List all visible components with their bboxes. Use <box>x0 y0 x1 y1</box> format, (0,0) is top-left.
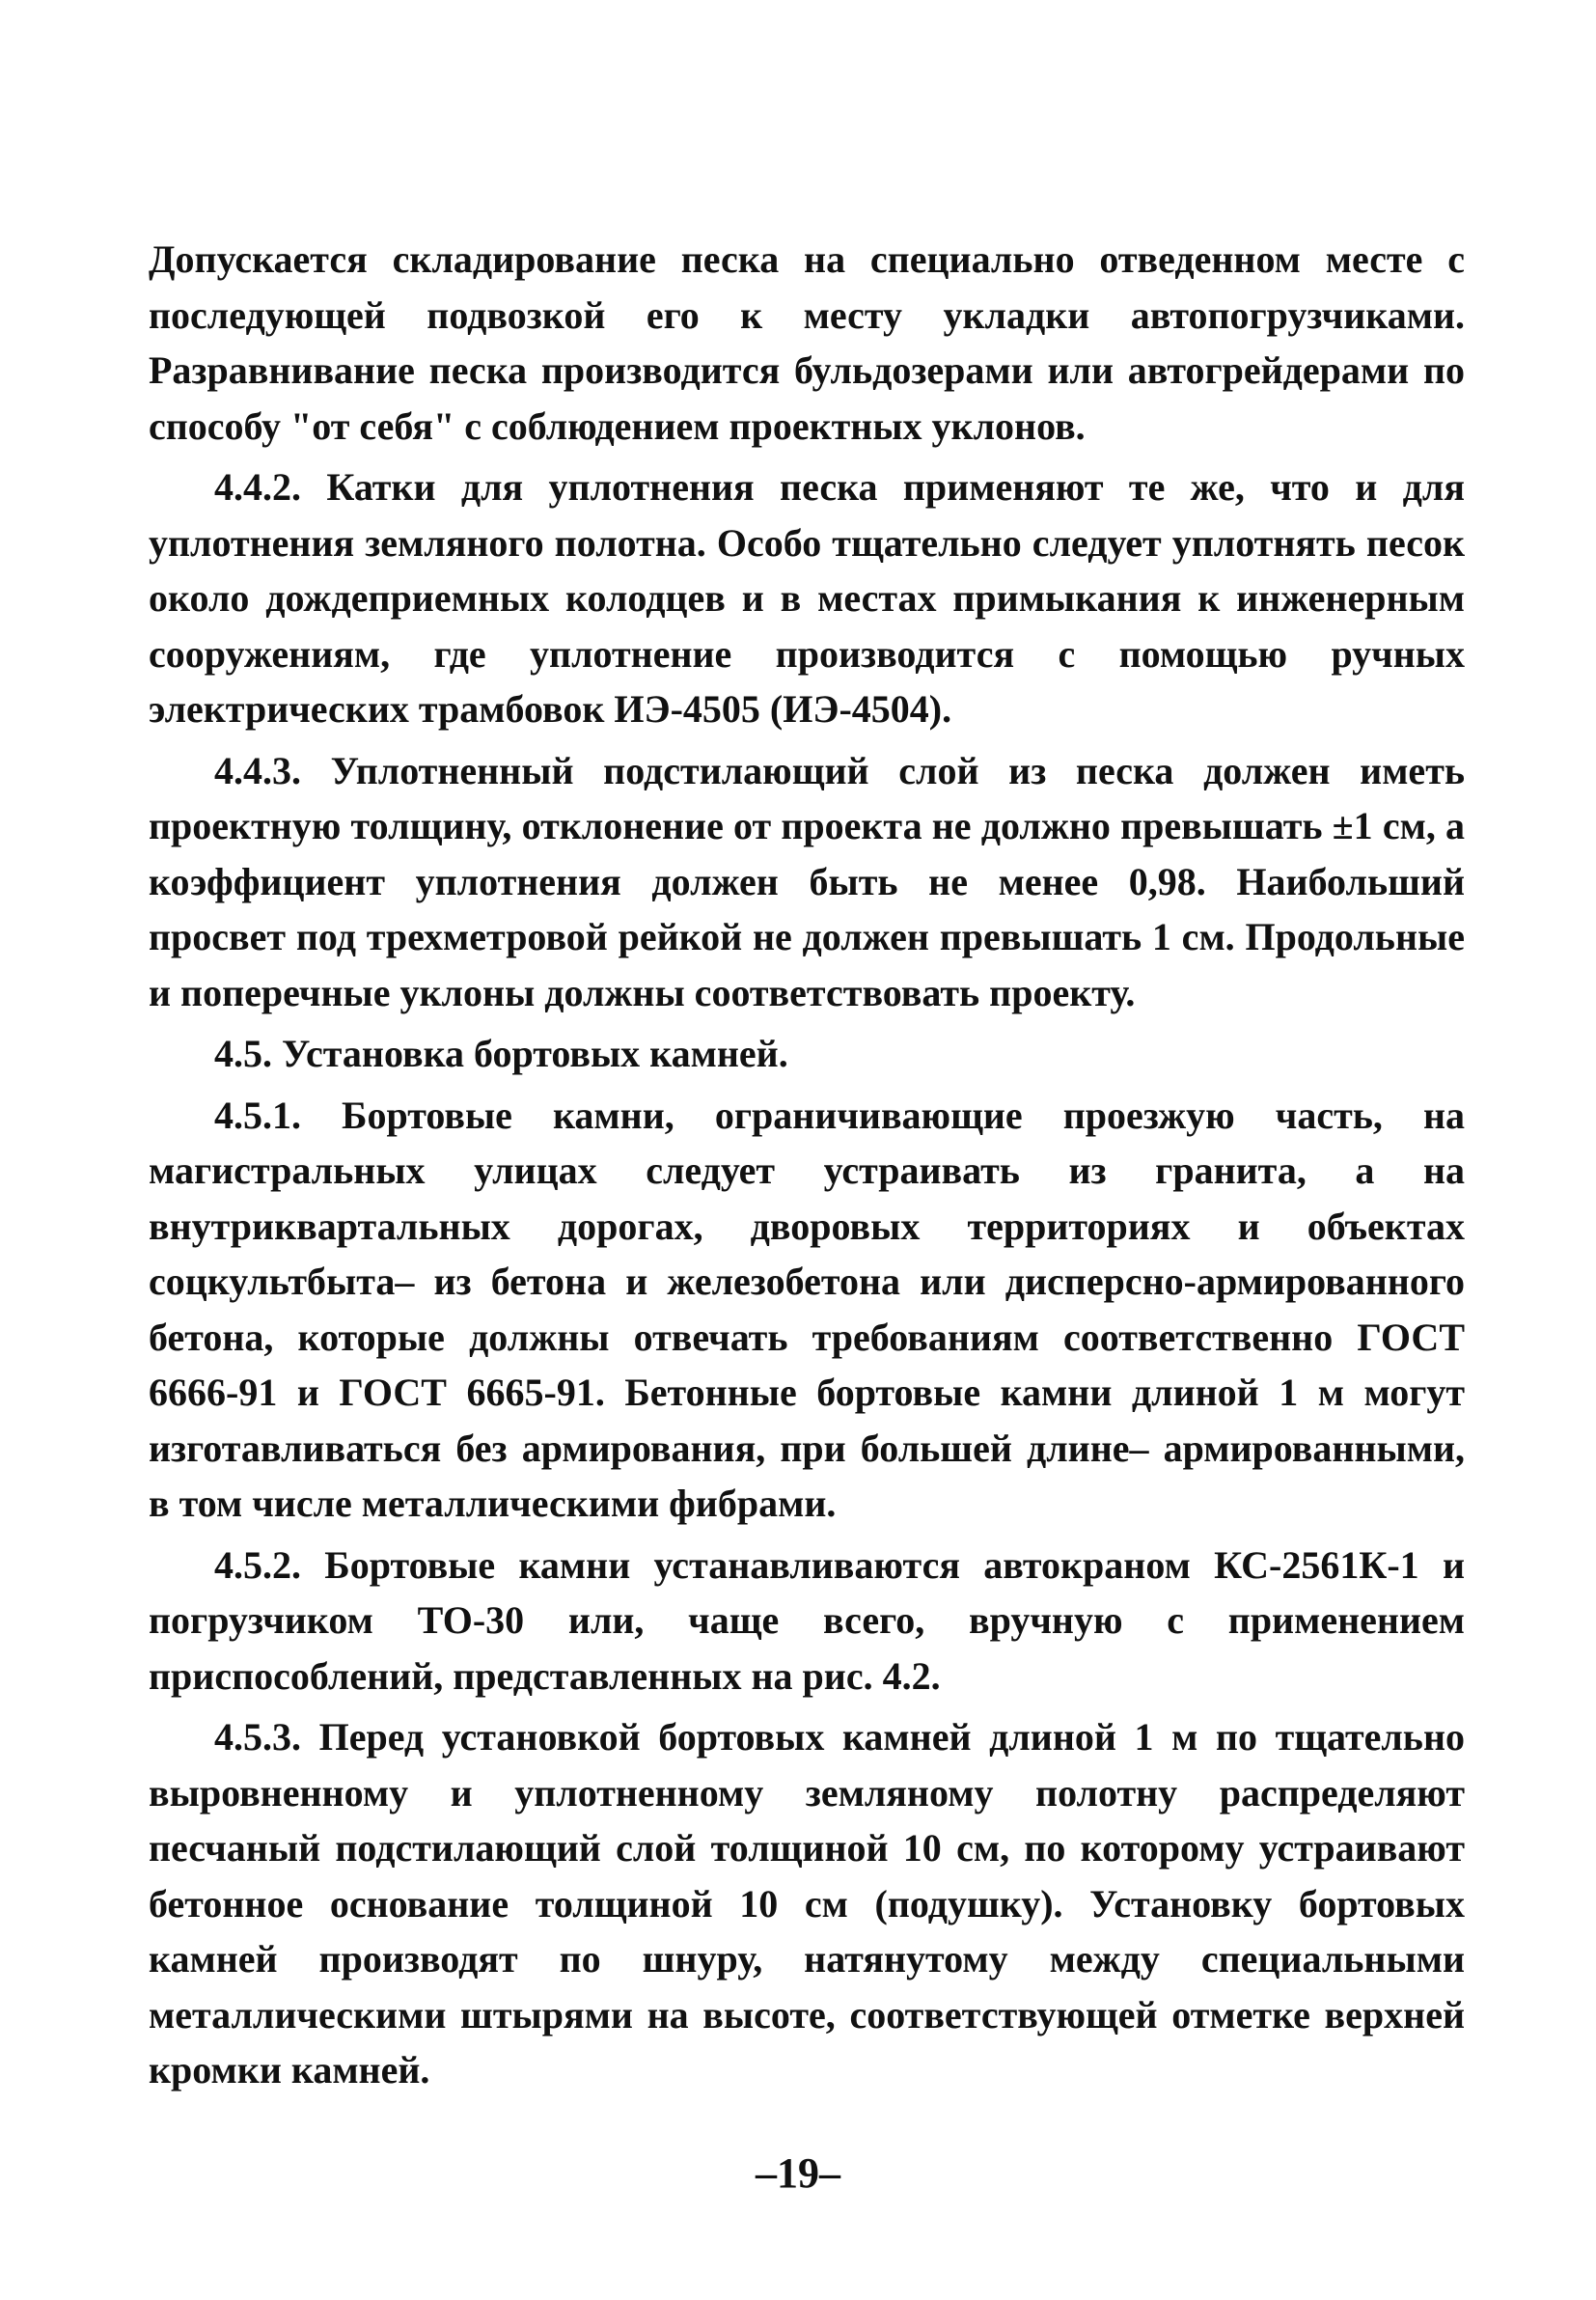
paragraph-4-4-2: 4.4.2. Катки для уплотнения песка применяют те же, что и для уплотнения земляного полотна. Особо тщательно следует уплотнять песок около дождеприемных колодцев и в местах примыкания к инженерным сооружениям, где уплотнение производится с помощью ручных электрических трамбовок ИЭ-4505 (ИЭ-4504). <box>149 465 1465 731</box>
paragraph-4-5-2: 4.5.2. Бортовые камни устанавливаются автокраном КС-2561К-1 и погрузчиком ТО-30 или, чаще всего, вручную с применением приспособлений, представленных на рис. 4.2. <box>149 1542 1465 1698</box>
paragraph-4-4-3: 4.4.3. Уплотненный подстилающий слой из песка должен иметь проектную толщину, отклонение от проекта не должно превышать ±1 см, а коэффициент уплотнения должен быть не менее 0,98. Наибольший просвет под трехметровой рейкой не должен превышать 1 см. Продольные и поперечные уклоны должны соответствовать проекту. <box>149 748 1465 1014</box>
paragraph-sand-storage: Допускается складирование песка на специально отведенном месте с последующей подвозкой его к месту укладки автопогрузчиками. Разравнивание песка производится бульдозерами или автогрейдерами по способу "от себя" с соблюдением проектных уклонов. <box>149 237 1465 448</box>
page-number: –19– <box>756 2149 840 2197</box>
paragraph-4-5-1: 4.5.1. Бортовые камни, ограничивающие проезжую часть, на магистральных улицах следует устраивать из гранита, а на внутриквартальных дорогах, дворовых территориях и объектах соцкультбыта– из бетона и железобетона или дисперсно-армированного бетона, которые должны отвечать требованиям соответственно ГОСТ 6666-91 и ГОСТ 6665-91. Бетонные бортовые камни длиной 1 м могут изготавливаться без армирования, при большей длине– армированными, в том числе металлическими фибрами. <box>149 1093 1465 1525</box>
section-heading-4-5: 4.5. Установка бортовых камней. <box>214 1032 788 1075</box>
paragraph-4-5-3: 4.5.3. Перед установкой бортовых камней длиной 1 м по тщательно выровненному и уплотненному земляному полотну распределяют песчаный подстилающий слой толщиной 10 см, по которому устраивают бетонное основание толщиной 10 см (подушку). Установку бортовых камней производят по шнуру, натянутому между специальными металлическими штырями на высоте, соответствующей отметке верхней кромки камней. <box>149 1715 1465 2092</box>
document-body <box>149 232 1465 2104</box>
